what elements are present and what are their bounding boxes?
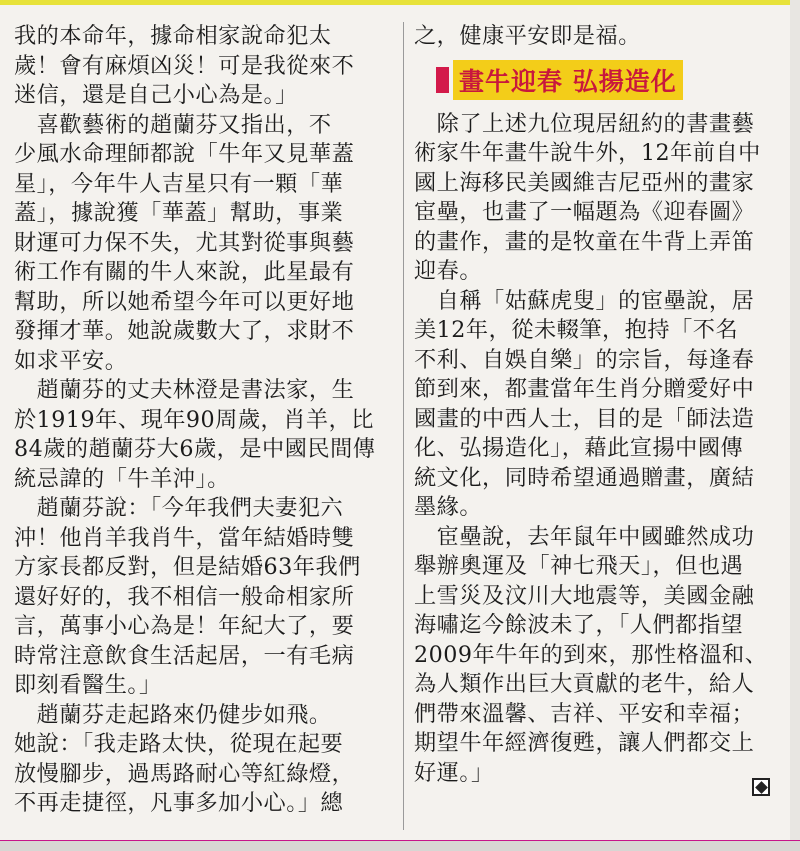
text-line: 她說：「我走路太快，從現在起要 [14,731,344,757]
right-paragraph-3 [414,523,786,789]
text-line: 化、弘揚造化」，藉此宣揚中國傳 [414,435,744,461]
text-line: 即刻看醫生。」 [14,672,162,698]
diamond-icon [755,781,768,794]
left-paragraph-2 [14,111,392,377]
text-line: 還好好的，我不相信一般命相家所 [14,583,355,610]
text-line: 迎春。 [414,258,483,284]
text-line: 我的本命年，據命相家說命犯太 [14,23,332,49]
text-line: 趙蘭芬走起路來仍健步如飛。 [14,701,332,728]
text-line: 84歲的趙蘭芬大6歲，是中國民間傳 [14,436,376,462]
column-divider [403,22,404,830]
text-line: 期望牛年經濟復甦，讓人們都交上 [414,730,755,756]
left-paragraph-5 [14,701,392,819]
left-column [14,22,392,819]
text-line: 星」，今年牛人吉星只有一顆「華 [14,170,344,197]
right-paragraph-1 [414,110,786,287]
text-line: 幫助，所以她希望今年可以更好地 [14,288,355,315]
text-line: 術工作有關的牛人來說，此星最有 [14,259,355,285]
text-line: 財運可力保不失，尤其對從事與藝 [14,229,355,256]
text-line: 術家牛年畫牛說牛外，12年前自中 [414,140,761,166]
text-line: 不再走捷徑，凡事多加小心。」總 [14,790,344,816]
text-line: 迷信，還是自己小心為是。」 [14,82,298,108]
right-paragraph-2 [414,287,786,523]
text-line: 墨緣。 [414,494,483,520]
top-color-band [0,0,800,5]
subheading [436,60,786,100]
text-line: 美12年，從未輟筆，抱持「不名 [414,317,739,343]
text-line: 於1919年、現年90周歲，肖羊，比 [14,406,374,433]
text-line: 統文化，同時希望通過贈畫，廣結 [414,464,755,491]
text-line: 除了上述九位現居紐約的書畫藝 [414,110,755,137]
lead-line: 之，健康平安即是福。 [414,23,641,49]
text-line: 節到來，都畫當年生肖分贈愛好中 [414,376,755,402]
text-line: 宦壘，也畫了一幅題為《迎春圖》 [414,199,755,225]
text-line: 2009年牛年的到來，那性格溫和、 [414,641,768,668]
text-line: 不利、自娛自樂」的宗旨，每逢春 [414,346,755,373]
text-line: 言，萬事小心為是！年紀大了，要 [14,613,355,639]
text-line: 方家長都反對，但是結婚63年我們 [14,554,361,580]
text-line: 國畫的中西人士，目的是「師法造 [414,405,755,432]
text-line: 沖！他肖羊我肖牛，當年結婚時雙 [14,524,355,551]
text-line: 蓋」，據說獲「華蓋」幫助，事業 [14,200,344,226]
page-right-edge [790,0,800,851]
text-line: 的畫作，畫的是牧童在牛背上弄笛 [414,228,755,255]
text-line: 好運。」 [414,759,494,786]
text-line: 上雪災及汶川大地震等，美國金融 [414,582,755,609]
text-line: 發揮才華。她說歲數大了，求財不 [14,318,355,344]
left-paragraph-4 [14,494,392,701]
text-line: 海嘯迄今餘波未了，「人們都指望 [414,612,744,638]
left-paragraph-1 [14,22,392,111]
text-line: 國上海移民美國維吉尼亞州的畫家 [414,169,755,196]
left-paragraph-3 [14,376,392,494]
text-line: 如求平安。 [14,347,128,374]
text-line: 統忌諱的「牛羊沖」。 [14,465,230,492]
text-line: 時常注意飲食生活起居，一有毛病 [14,642,355,669]
text-line: 舉辦奧運及「神七飛天」，但也遇 [414,553,744,579]
heading-bullet-icon [436,67,449,93]
text-line: 趙蘭芬說：「今年我們夫妻犯六 [14,495,344,521]
bottom-margin [0,841,800,851]
text-line: 少風水命理師都說「牛年又見華蓋 [14,141,355,167]
text-line: 趙蘭芬的丈夫林澄是書法家，生 [14,377,355,403]
text-line: 自稱「姑蘇虎叟」的宦壘說，居 [414,287,755,314]
text-line: 為人類作出巨大貢獻的老牛，給人 [414,671,755,697]
text-line: 們帶來溫馨、吉祥、平安和幸福； [414,700,755,727]
right-column [414,22,786,788]
text-line: 放慢腳步，過馬路耐心等紅綠燈， [14,760,355,787]
text-line: 宦壘說，去年鼠年中國雖然成功 [414,523,755,550]
subheading-text: 畫牛迎春 弘揚造化 [453,60,683,100]
text-line: 歲！會有麻煩凶災！可是我從來不 [14,52,355,79]
text-line: 喜歡藝術的趙蘭芬又指出，不 [14,111,332,138]
end-of-article-icon [752,778,770,796]
